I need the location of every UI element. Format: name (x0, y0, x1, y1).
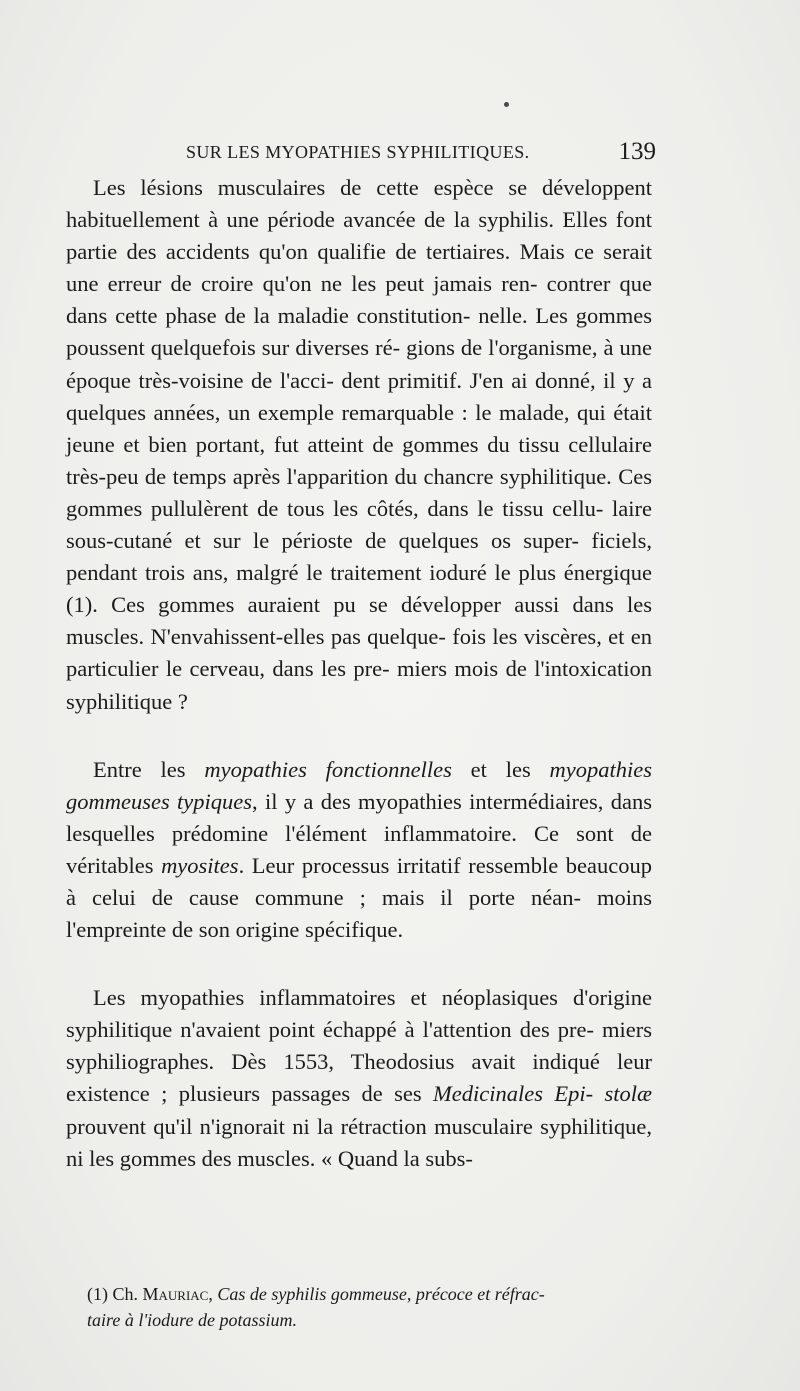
text-line: portant, fut atteint de gommes du tissu cellulaire très-peu (66, 431, 653, 489)
text-run: leur existence ; plusieurs passages de ses (66, 1049, 652, 1107)
text-line: font partie des accidents qu'on qualifie de tertiaires. Mais (66, 207, 653, 265)
text-run: . Leur processus irritatif ressemble (238, 852, 559, 878)
footnote-title: taire à l'iodure de potassium. (87, 1309, 298, 1330)
text-run: Les myopathies inflammatoires et néoplasiques d'origine (93, 985, 652, 1011)
paragraph-gap (66, 718, 652, 754)
text-line: aussi dans les muscles. N'envahissent-elles pas quelque- (66, 592, 652, 650)
footnote-line (87, 1308, 652, 1334)
italic-term: stolæ (604, 1081, 652, 1107)
italic-term: myopathies fonctionnelles (204, 756, 452, 782)
text-line: nelle. Les gommes poussent quelquefois sur diverses ré- (66, 303, 652, 361)
running-head: SUR LES MYOPATHIES SYPHILITIQUES. (186, 142, 530, 162)
footnote-author: Mauriac, (142, 1284, 213, 1304)
text-run: de véritables (66, 820, 653, 878)
paragraph-3 (66, 982, 652, 1175)
italic-term: Medicinales Epi- (432, 1081, 594, 1107)
text-run: syphilitique, ni les gommes des muscles. « Quand la subs- (66, 1113, 652, 1171)
text-line: de temps après l'apparition du chancre syphilitique. Ces (144, 463, 652, 489)
italic-term: gommeuses typiques (66, 788, 253, 814)
footnote-marker: (1) Ch. (87, 1284, 138, 1304)
text-line: miers mois de l'intoxication syphilitique ? (66, 656, 652, 714)
text-run: dans lesquelles prédomine l'élément inflammatoire. Ce sont (66, 788, 652, 846)
text-line: ce serait une erreur de croire qu'on ne les peut jamais ren- (66, 239, 653, 297)
text-line: fois les viscères, et en particulier le cerveau, dans les pre- (66, 624, 653, 682)
footnote (87, 1282, 652, 1333)
italic-term: myosites (161, 852, 239, 878)
footnote-title: Cas de syphilis gommeuse, précoce et réfrac- (217, 1284, 545, 1304)
ink-spot (504, 102, 509, 107)
footnote-line (87, 1282, 652, 1308)
text-line: habituellement à une période avancée de la syphilis. Elles (66, 207, 608, 233)
text-line: ficiels, pendant trois ans, malgré le traitement ioduré le (66, 528, 653, 586)
body-text (66, 172, 652, 1175)
text-run: beaucoup à celui de cause commune ; mais il porte néan- (66, 852, 652, 910)
text-line: gions de l'organisme, à une époque très-voisine de l'acci- (66, 335, 652, 393)
text-line: gommes pullulèrent de tous les côtés, dans le tissu cellu- (66, 495, 604, 521)
text-line: Les lésions musculaires de cette espèce se développent (93, 175, 652, 200)
text-line: dent primitif. J'en ai donné, il y a quelques années, un (66, 367, 652, 425)
text-run: , il y a des myopathies intermédiaires, (252, 788, 604, 814)
text-run: prouvent qu'il n'ignorait ni la rétraction musculaire (66, 1113, 533, 1139)
paragraph-1 (66, 172, 652, 718)
page-header (186, 138, 656, 168)
text-run: moins l'empreinte de son origine spécifique. (66, 884, 653, 943)
text-line: exemple remarquable : le malade, qui était jeune et bien (66, 399, 653, 457)
paragraph-gap (66, 946, 652, 982)
text-run: et les (451, 756, 550, 782)
italic-term: myopathies (549, 756, 653, 782)
text-run: miers syphiliographes. Dès 1553, Theodosius avait indiqué (66, 1017, 653, 1075)
text-run: Entre les (93, 756, 205, 782)
page-number: 139 (618, 138, 656, 165)
paragraph-2 (66, 754, 652, 947)
text-line: plus énergique (1). Ces gommes auraient pu se développer (66, 560, 653, 618)
text-line: contrer que dans cette phase de la maladie constitution- (66, 271, 652, 329)
text-run: syphilitique n'avaient point échappé à l'attention des pre- (66, 1017, 594, 1043)
text-line: laire sous-cutané et sur le périoste de quelques os super- (66, 495, 653, 554)
